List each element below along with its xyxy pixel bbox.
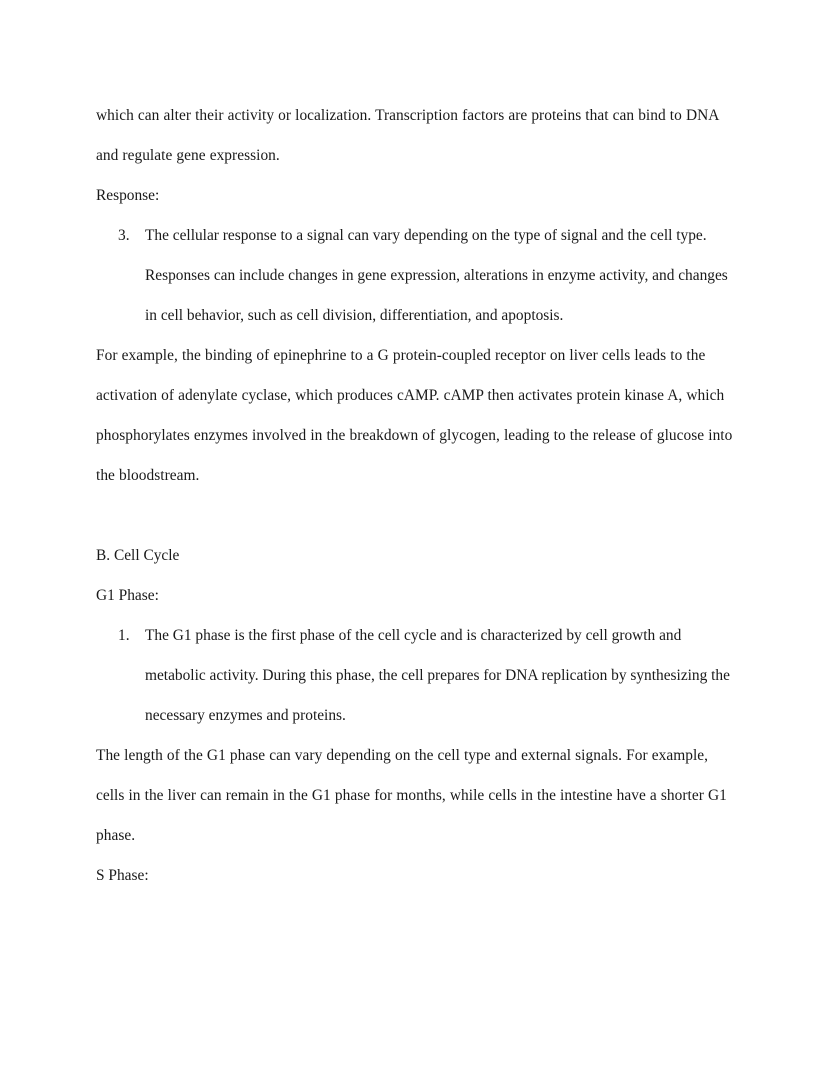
list-item-text: The cellular response to a signal can vary depending on the type of signal and the cell type. Responses can include changes in gene expression, alterations in enzyme activity, and changes in cell behavior, such as cell division, differentiation, and apoptosis. [145,227,728,324]
section-heading-cell-cycle: B. Cell Cycle [96,547,180,564]
document-text-column [96,96,736,896]
example-paragraph: For example, the binding of epinephrine to a G protein-coupled receptor on liver cells leads to the activation of adenylate cyclase, which produces cAMP. cAMP then activates protein kinase A, which phosphorylates enzymes involved in the breakdown of glycogen, leading to the release of glucose into the bloodstream. [96,347,733,484]
s-phase-label: S Phase: [96,867,149,884]
g1-phase-label: G1 Phase: [96,587,159,604]
list-item [96,616,736,736]
list-item-text: The G1 phase is the first phase of the cell cycle and is characterized by cell growth and metabolic activity. During this phase, the cell prepares for DNA replication by synthesizing the necessary enzymes and proteins. [145,627,730,724]
list-item [96,216,736,336]
response-list [96,216,736,336]
continuation-paragraph: which can alter their activity or localization. Transcription factors are proteins that can bind to DNA and regulate gene expression. [96,107,719,164]
response-label: Response: [96,187,160,204]
g1-length-paragraph: The length of the G1 phase can vary depending on the cell type and external signals. For example, cells in the liver can remain in the G1 phase for months, while cells in the intestine have a shorter G1 phase. [96,747,727,844]
list-item-marker: 1. [118,627,130,644]
paragraph-spacer [96,496,736,536]
list-item-marker: 3. [118,227,130,244]
g1-phase-list [96,616,736,736]
